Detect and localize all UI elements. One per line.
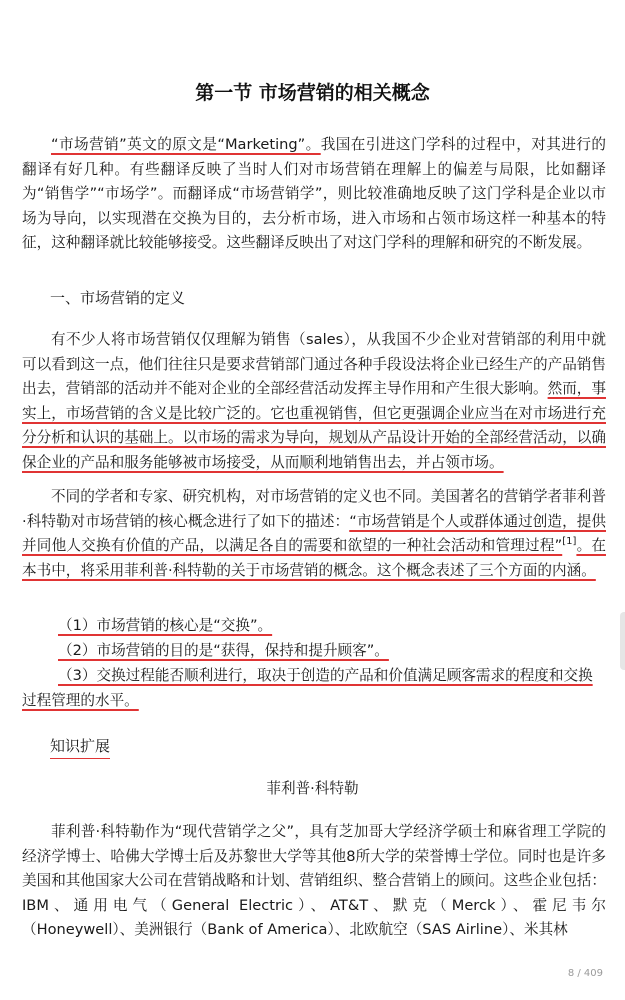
footnote-reference[interactable]: [1] xyxy=(562,536,577,548)
list-item: （2）市场营销的目的是“获得，保持和提升顾客”。 xyxy=(58,642,389,659)
body-text: 有不少人将市场营销仅仅理解为销售（sales），从我国不少企业对营销部的利用中就可以看到这一点，他们往往只是要求营销部门通过各种手段设法将企业已经生产的产品销售出去，营销部的活动并不能对企业的全部经营活动发挥主导作用和产生很大影响。 xyxy=(22,331,606,397)
list-item: （3）交换过程能否顺利进行，取决于创造的产品和价值满足顾客需求的程度和交换过程管理的水平。 xyxy=(22,667,593,709)
knowledge-subtitle: 菲利普·科特勒 xyxy=(266,780,359,797)
list-item: （1）市场营销的核心是“交换”。 xyxy=(58,617,273,634)
highlighted-text: 然而，事实上，市场营销的含义是比较广泛的。它也重视销售，但它更强调企业应当在对市场进行充分分析和认识的基础上。以市场的需求为导向，规划从产品设计开始的全部经营活动，以确保企业的产品和服务能够被市场接受，从而顺利地销售出去，并占领市场。 xyxy=(22,380,606,471)
page-title: 第一节 市场营销的相关概念 xyxy=(195,82,430,104)
highlighted-text: “市场营销”英文的原文是“Marketing”。 xyxy=(51,136,321,153)
highlighted-text: 。在本书中，将采用菲利普·科特勒的关于市场营销的概念。这个概念表述了三个方面的内涵。 xyxy=(22,537,606,579)
page-indicator: 8 / 409 xyxy=(567,968,603,979)
knowledge-heading: 知识扩展 xyxy=(50,735,110,759)
kotler-definition-paragraph xyxy=(22,485,606,583)
definition-paragraph xyxy=(22,328,606,475)
kotler-bio-paragraph: 菲利普·科特勒作为“现代营销学之父”，具有芝加哥大学经济学硕士和麻省理工学院的经济学博士、哈佛大学博士后及苏黎世大学等其他8所大学的荣誉博士学位。同时也是许多美国和其他国家大公司在营销战略和计划、营销组织、整合营销上的顾问。这些企业包括：IBM、通用电气（General Electric）、AT&T、默克（Merck）、霍尼韦尔（Honeywell）、美洲银行（Bank of America）、北欧航空（SAS Airline）、米其林 xyxy=(22,823,606,938)
intro-paragraph xyxy=(22,133,606,256)
body-text: 不同的学者和专家、研究机构，对市场营销的定义也不同。美国著名的营销学者菲利普·科特勒对市场营销的核心概念进行了如下的描述： xyxy=(22,488,606,530)
highlighted-quote: “市场营销是个人或群体通过创造，提供并同他人交换有价值的产品，以满足各自的需要和欲望的一种社会活动和管理过程” xyxy=(22,512,606,554)
body-text: 我国在引进这门学科的过程中，对其进行的翻译有好几种。有些翻译反映了当时人们对市场营销在理解上的偏差与局限，比如翻译为“销售学”“市场学”。而翻译成“市场营销学”，则比较准确地反映了这门学科是企业以市场为导向，以实现潜在交换为目的，去分析市场，进入市场和占领市场这样一种基本的特征，这种翻译就比较能够接受。这些翻译反映出了对这门学科的理解和研究的不断发展。 xyxy=(22,136,606,251)
side-scroll-handle[interactable] xyxy=(620,612,625,670)
section-heading: 一、市场营销的定义 xyxy=(50,289,186,307)
